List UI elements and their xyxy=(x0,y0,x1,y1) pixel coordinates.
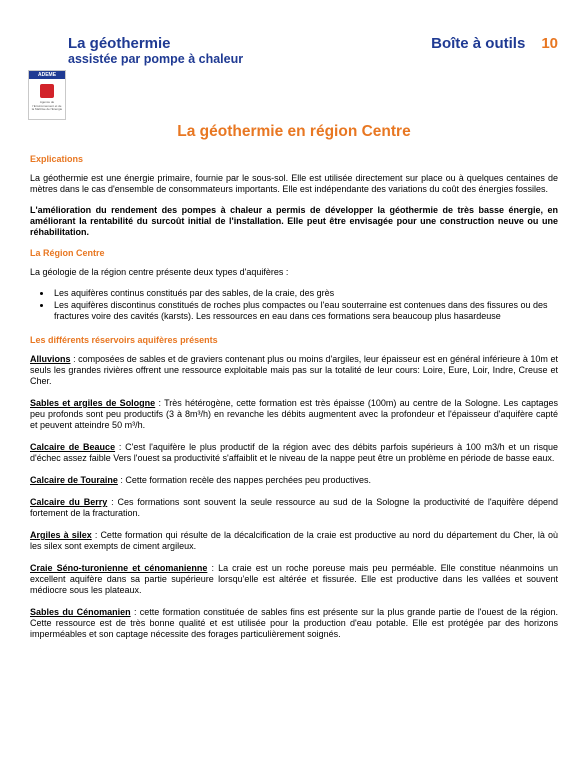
reservoir-entry xyxy=(30,475,558,486)
reservoir-entry xyxy=(30,354,558,387)
section-label: Boîte à outils xyxy=(431,35,526,52)
list-item: • Les aquifères continus constitués par des sables, de la craie, des grès xyxy=(52,288,558,299)
reservoir-separator: : xyxy=(91,530,101,540)
reservoir-description: La craie est un roche poreuse mais peu perméable. Elle constitue néanmoins un excellent aquifère dans sa partie supérieure lorsqu'elle est altérée et fissurée. Elle est productive dans les vallées et souvent médiocre sous les plateaux. xyxy=(30,563,558,595)
header-subtitle: assistée par pompe à chaleur xyxy=(68,52,244,66)
ademe-logo-icon xyxy=(40,84,54,98)
reservoir-term: Calcaire du Berry xyxy=(30,497,108,507)
reservoir-separator: : xyxy=(117,475,126,485)
reservoir-entry xyxy=(30,607,558,640)
region-intro: La géologie de la région centre présente deux types d'aquifères : xyxy=(30,267,289,277)
reservoir-description: C'est l'aquifère le plus productif de la région avec des débits parfois supérieurs à 100 m3/h et un risque d'échec assez faible Vers l'ouest sa productivité s'affaiblit et le niveau de la nappe peut être un problème en période de basse eaux. xyxy=(30,442,558,463)
reservoir-description: cette formation constituée de sables fins est présente sur la plus grande partie de l'ouest de la région. Cette ressource est de très bonne qualité et est utilisée pour la production d'eau potable. Elle est protégée par des horizons imperméables et son captage nécessite des forages particulièrement soignés. xyxy=(30,607,558,639)
reservoir-entry xyxy=(30,398,558,431)
reservoir-description: composées de sables et de graviers contenant plus ou moins d'argiles, leur épaisseur est en général inférieure à 10m et seuls les grandes rivières offrent une ressource exploitable mais pas sur la totalité de leur cours: Loire, Eure, Loir, Indre, Creuse et Cher. xyxy=(30,354,558,386)
reservoir-term: Sables et argiles de Sologne xyxy=(30,398,156,408)
reservoir-description: Cette formation qui résulte de la décalcification de la craie est productive au nord du département du Cher, là où les silex sont exempts de ciment argileux. xyxy=(30,530,558,551)
heading-region: La Région Centre xyxy=(30,248,105,258)
reservoir-description: Cette formation recèle des nappes perchées peu productives. xyxy=(125,475,372,485)
reservoir-separator: : xyxy=(207,563,219,573)
reservoir-separator: : xyxy=(70,354,79,364)
reservoir-description: Ces formations sont souvent la seule ressource au sud de la Sologne la productivité de l'aquifère dépend fortement de la fracturation. xyxy=(30,497,558,518)
list-item: • Les aquifères discontinus constitués de roches plus compactes ou l'eau souterraine est contenues dans des fissures ou des fractures voire des cavités (karsts). Les ressources en eau dans ces formations sera beaucoup plus hasardeuse xyxy=(52,300,558,322)
reservoir-term: Calcaire de Beauce xyxy=(30,442,116,452)
header-section xyxy=(431,35,558,52)
reservoir-separator: : xyxy=(107,497,118,507)
page-number: 10 xyxy=(541,35,558,52)
ademe-logo xyxy=(28,70,66,120)
reservoir-separator: : xyxy=(155,398,165,408)
reservoir-term: Craie Séno-turonienne et cénomanienne xyxy=(30,563,208,573)
aquifer-types-list xyxy=(52,288,558,322)
reservoir-separator: : xyxy=(115,442,126,452)
reservoir-description: Très hétérogène, cette formation est très épaisse (100m) au centre de la Sologne. Les captages peu profonds sont peu productifs (3 à 8m³/h) en revanche les débits augmentent avec la profondeur et l'épaisseur d'aquifère capté et peuvent atteindre 50 m³/h. xyxy=(30,398,558,430)
header-title: La géothermie xyxy=(68,35,171,52)
reservoir-entry xyxy=(30,530,558,552)
reservoir-term: Alluvions xyxy=(30,354,71,364)
reservoir-entry xyxy=(30,563,558,596)
reservoir-separator: : xyxy=(130,607,140,617)
reservoir-entry xyxy=(30,442,558,464)
explications-paragraph-2: L'amélioration du rendement des pompes à chaleur a permis de développer la géothermie de très basse énergie, en améliorant la rentabilité du surcoût initial de l'installation. Elle peut être envisagée pour une construction neuve ou une réhabilitation. xyxy=(30,205,558,237)
reservoir-term: Argiles à silex xyxy=(30,530,92,540)
logo-label: ADEME xyxy=(29,71,65,79)
reservoir-entry xyxy=(30,497,558,519)
reservoir-term: Sables du Cénomanien xyxy=(30,607,131,617)
heading-explications: Explications xyxy=(30,154,84,164)
page-title: La géothermie en région Centre xyxy=(177,123,411,140)
explications-paragraph-1: La géothermie est une énergie primaire, fournie par le sous-sol. Elle est utilisée directement sur place ou à quelques centaines de mètres dans le cas d'ensemble de consommateurs importants. Elle est indépendante des variations du coût des énergies fossiles. xyxy=(30,173,558,194)
logo-caption: Agence de l'Environnement et de la Maîtrise de l'Energie xyxy=(31,100,63,112)
heading-reservoirs: Les différents réservoirs aquifères présents xyxy=(30,335,218,345)
reservoir-term: Calcaire de Touraine xyxy=(30,475,118,485)
document-body xyxy=(30,123,558,651)
